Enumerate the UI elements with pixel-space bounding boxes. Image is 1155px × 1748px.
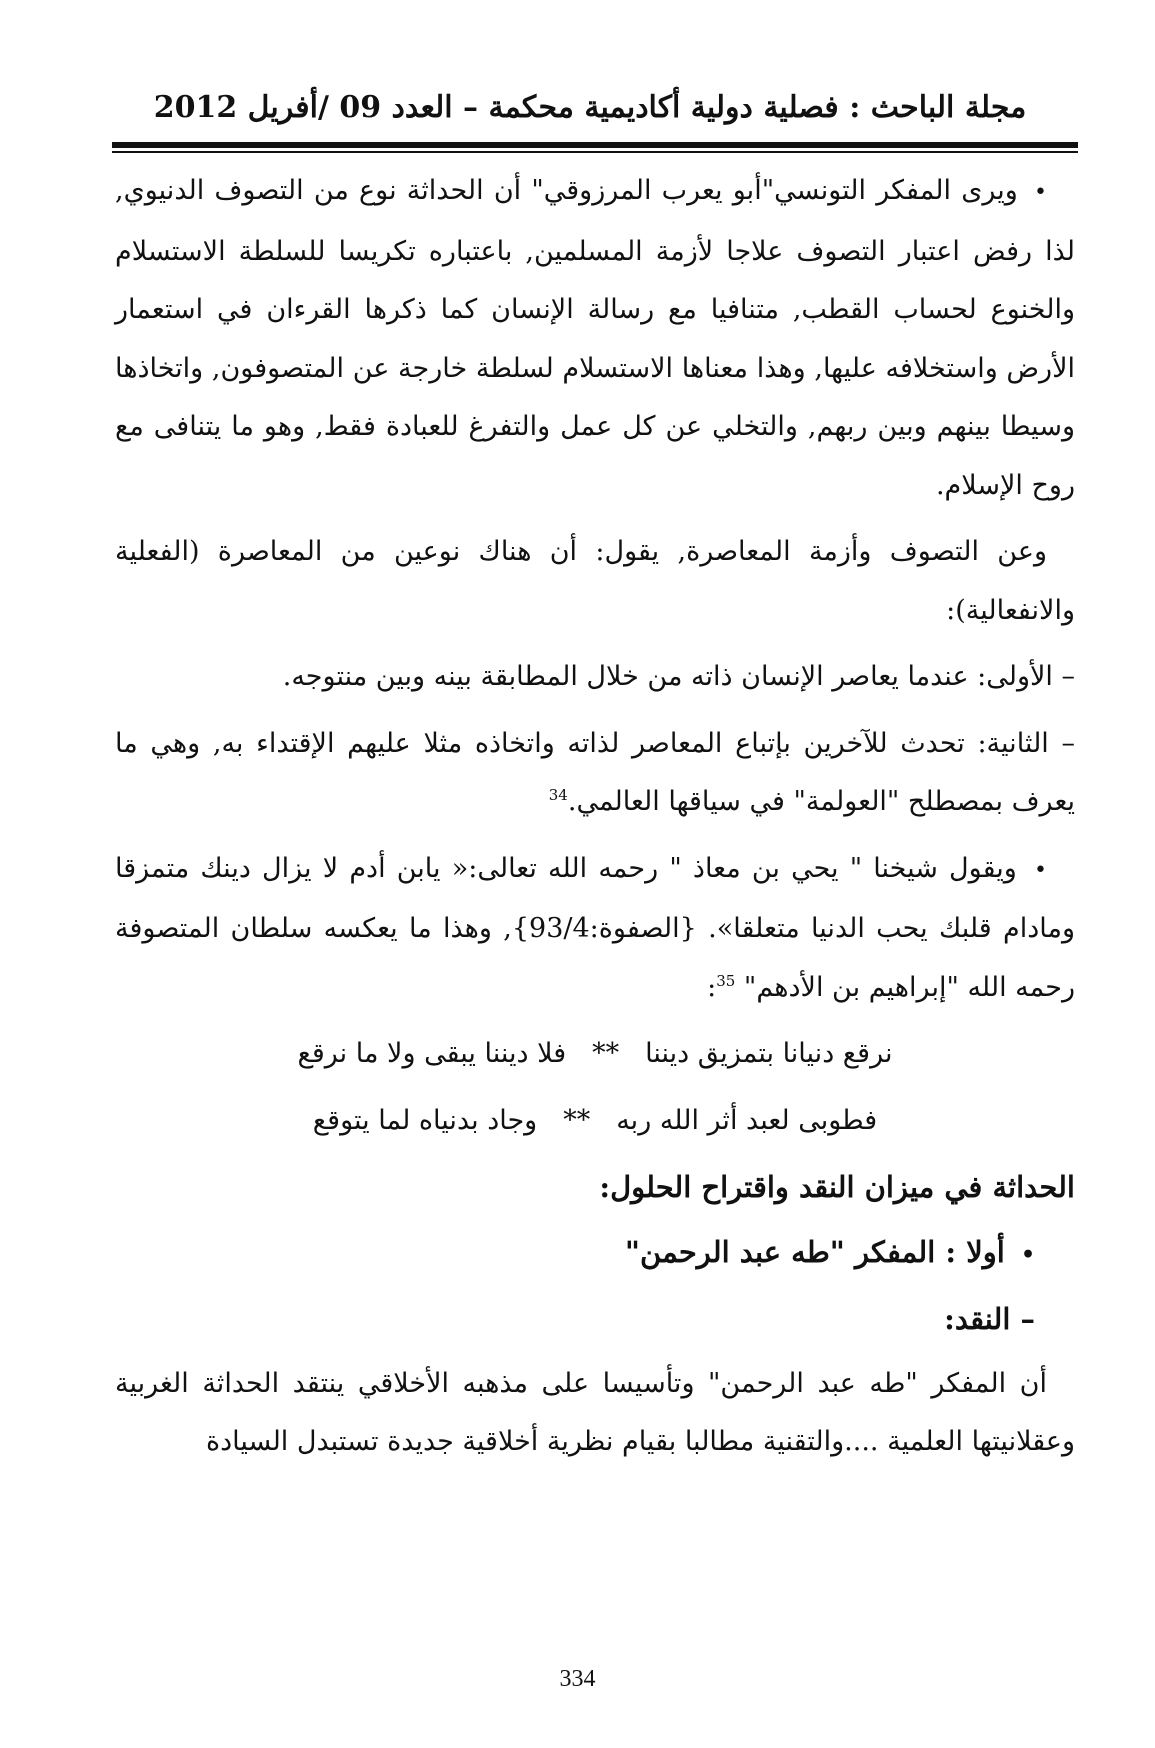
poem-verse-1 xyxy=(115,1025,1075,1084)
section-heading: الحداثة في ميزان النقد واقتراح الحلول: xyxy=(599,1170,1075,1204)
paragraph-marzouki xyxy=(115,162,1075,515)
journal-header: مجلة الباحث : فصلية دولية أكاديمية محكمة – العدد 09 /أفريل 2012 xyxy=(153,90,1027,125)
paragraph-text: – الثانية: تحدث للآخرين بإتباع المعاصر لذاته واتخاذه مثلا عليهم الإقتداء به, وهي ما يعرف بمصطلح "العولمة" في سياقها العالمي. xyxy=(115,727,1075,817)
paragraph-text: ويرى المفكر التونسي"أبو يعرب المرزوقي" أن الحداثة نوع من التصوف الدنيوي, لذا رفض اعتبار التصوف علاجا لأزمة المسلمين, باعتباره تكريسا للسلطة الاستسلام والخنوع لحساب القطب, متنافيا مع رسالة الإنسان كما ذكرها القرءان في استعمار الأرض واستخلافه عليها, وهذا معناها الاستسلام لسلطة خارجة عن المتصوفون, واتخاذها وسيطا بينهم وبين ربهم, والتخلي عن كل عمل والتفرغ للعبادة فقط, وهو ما يتنافى مع روح الإسلام. xyxy=(115,175,1075,501)
footnote-ref: 35 xyxy=(716,971,736,990)
subsection-title: أولا : المفكر "طه عبد الرحمن" xyxy=(624,1234,1005,1269)
article-body xyxy=(115,162,1075,1480)
subsection-heading-critique: – النقد: xyxy=(944,1302,1035,1336)
paragraph-second-type xyxy=(115,715,1075,832)
header-rule-thin xyxy=(112,151,1078,153)
paragraph-modernity-types: وعن التصوف وأزمة المعاصرة, يقول: أن هناك نوعين من المعاصرة (الفعلية والانفعالية): xyxy=(115,536,1075,626)
paragraph-colon: : xyxy=(707,971,717,1003)
paragraph-text: ويقول شيخنا " يحي بن معاذ " رحمه الله تعالى:« يابن أدم لا يزال دينك متمزقا ومادام قلبك يحب الدنيا متعلقا». {الصفوة:93/4}, وهذا ما يعكسه سلطان المتصوفة رحمه الله "إبراهيم بن الأدهم" xyxy=(115,852,1075,1003)
paragraph-yahya-quote xyxy=(115,840,1075,1018)
verse-separator: ** xyxy=(592,1038,620,1069)
verse-first-hemistich: فطوبى لعبد أثر الله ربه xyxy=(616,1104,878,1136)
verse-second-hemistich: فلا ديننا يبقى ولا ما نرقع xyxy=(297,1038,567,1069)
subsection-heading-taha xyxy=(115,1223,1075,1285)
paragraph-taha-critique: أن المفكر "طه عبد الرحمن" وتأسيسا على مذهبه الأخلاقي ينتقد الحداثة الغربية وعقلانيتها العلمية ....والتقنية مطالبا بقيام نظرية أخلاقية جديدة تستبدل السيادة xyxy=(115,1367,1075,1457)
verse-first-hemistich: نرقع دنيانا بتمزيق ديننا xyxy=(645,1038,893,1069)
bullet-icon: • xyxy=(1034,857,1047,883)
paragraph-first-type: – الأولى: عندما يعاصر الإنسان ذاته من خلال المطابقة بينه وبين منتوجه. xyxy=(282,661,1075,692)
bullet-icon: • xyxy=(1020,1241,1035,1268)
verse-separator: ** xyxy=(563,1104,591,1136)
page-number: 334 xyxy=(559,1666,596,1692)
bullet-icon: • xyxy=(1034,180,1047,205)
header-rule-thick xyxy=(112,142,1078,148)
poem-verse-2 xyxy=(115,1092,1075,1151)
footnote-ref: 34 xyxy=(548,786,568,804)
verse-second-hemistich: وجاد بدنياه لما يتوقع xyxy=(312,1104,538,1136)
